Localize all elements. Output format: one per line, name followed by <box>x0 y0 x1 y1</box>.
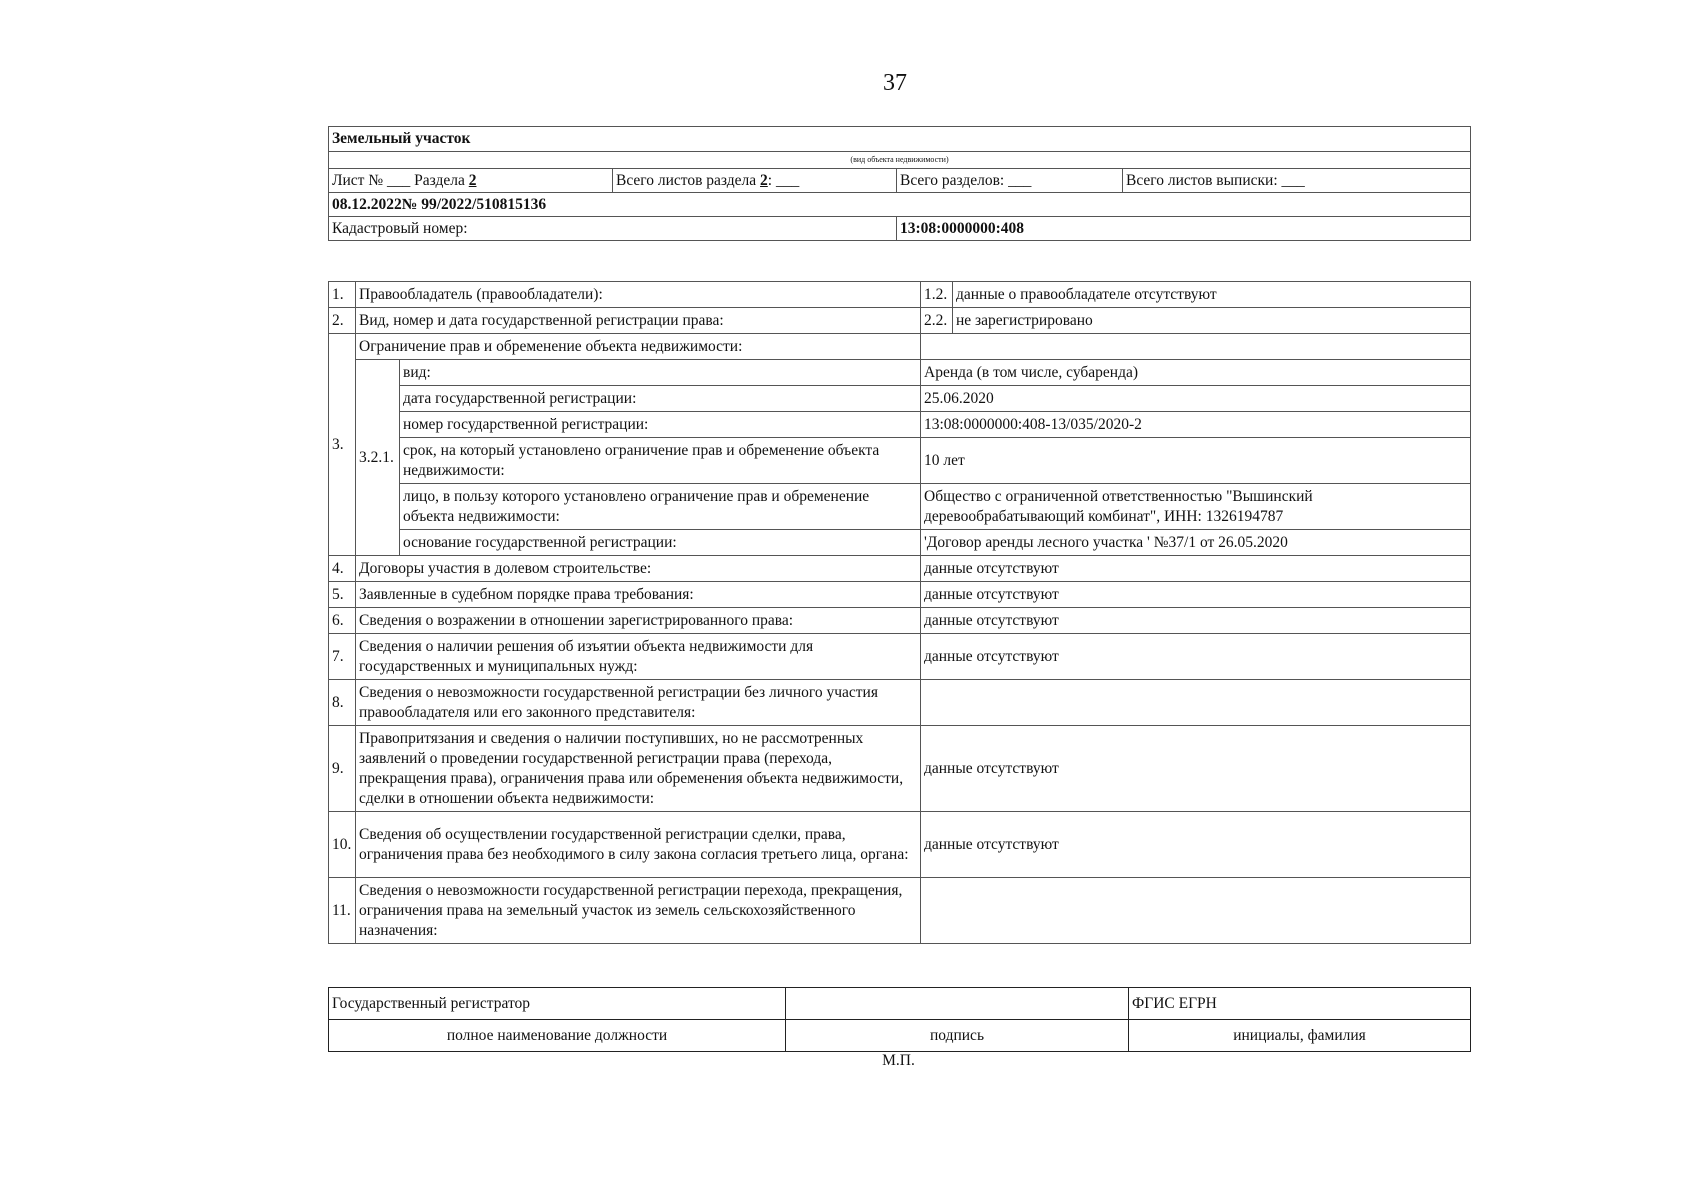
total-extract-sheets: Всего листов выписки: ___ <box>1123 169 1471 193</box>
row-subnumber: 1.2. <box>921 282 953 308</box>
signature-table <box>328 987 1471 1052</box>
restriction-label: основание государственной регистрации: <box>400 530 921 556</box>
row-number: 7. <box>329 634 356 680</box>
row-label: Сведения о возражении в отношении зарегистрированного права: <box>356 608 921 634</box>
row-number: 10. <box>329 812 356 878</box>
row-label: Правопритязания и сведения о наличии поступивших, но не рассмотренных заявлений о проведении государственной регистрации права (перехода, прекращения права), ограничения права или обременения объекта недвижимости, сделки в отношении объекта недвижимости: <box>356 726 921 812</box>
signature-caption: подпись <box>786 1020 1129 1052</box>
object-type: Земельный участок <box>329 127 1471 152</box>
restriction-value: 10 лет <box>921 438 1471 484</box>
restriction-label: дата государственной регистрации: <box>400 386 921 412</box>
name-caption: инициалы, фамилия <box>1129 1020 1471 1052</box>
row-value: данные отсутствуют <box>921 608 1471 634</box>
restriction-value: 'Договор аренды лесного участка ' №37/1 от 26.05.2020 <box>921 530 1471 556</box>
row-value: данные отсутствуют <box>921 556 1471 582</box>
row-label: Ограничение прав и обременение объекта недвижимости: <box>356 334 921 360</box>
row-label: Правообладатель (правообладатели): <box>356 282 921 308</box>
row-value: не зарегистрировано <box>953 308 1471 334</box>
restriction-label: номер государственной регистрации: <box>400 412 921 438</box>
row-value: данные о правообладателе отсутствуют <box>953 282 1471 308</box>
cadastral-number: 13:08:0000000:408 <box>897 217 1471 241</box>
total-sections: Всего разделов: ___ <box>897 169 1123 193</box>
row-value <box>921 334 1471 360</box>
row-label: Сведения о невозможности государственной регистрации без личного участия правообладателя или его законного представителя: <box>356 680 921 726</box>
row-label: Договоры участия в долевом строительстве: <box>356 556 921 582</box>
restriction-value: 13:08:0000000:408-13/035/2020-2 <box>921 412 1471 438</box>
row-label: Сведения о наличии решения об изъятии объекта недвижимости для государственных и муниципальных нужд: <box>356 634 921 680</box>
header-table <box>328 126 1471 241</box>
object-type-caption: (вид объекта недвижимости) <box>329 152 1471 169</box>
restriction-label: лицо, в пользу которого установлено ограничение прав и обременение объекта недвижимости: <box>400 484 921 530</box>
row-value: данные отсутствуют <box>921 726 1471 812</box>
registrar-signature <box>786 988 1129 1020</box>
row-number: 8. <box>329 680 356 726</box>
registrar-name: ФГИС ЕГРН <box>1129 988 1471 1020</box>
row-number: 1. <box>329 282 356 308</box>
restriction-value: 25.06.2020 <box>921 386 1471 412</box>
page-number: 37 <box>883 70 907 96</box>
rights-table <box>328 281 1471 944</box>
row-subnumber: 3.2.1. <box>356 360 400 556</box>
sheet-number: Лист № ___ Раздела 2 <box>329 169 613 193</box>
row-number: 6. <box>329 608 356 634</box>
row-number: 5. <box>329 582 356 608</box>
restriction-value: Общество с ограниченной ответственностью "Вышинский деревообрабатывающий комбинат", ИНН: 1326194787 <box>921 484 1471 530</box>
row-number: 2. <box>329 308 356 334</box>
row-number: 9. <box>329 726 356 812</box>
cadastral-label: Кадастровый номер: <box>329 217 897 241</box>
row-value: данные отсутствуют <box>921 582 1471 608</box>
restriction-label: срок, на который установлено ограничение прав и обременение объекта недвижимости: <box>400 438 921 484</box>
extract-date-number: 08.12.2022№ 99/2022/510815136 <box>329 193 1471 217</box>
row-value: данные отсутствуют <box>921 634 1471 680</box>
row-subnumber: 2.2. <box>921 308 953 334</box>
stamp-placeholder: М.П. <box>882 1052 915 1069</box>
row-label: Сведения об осуществлении государственной регистрации сделки, права, ограничения права без необходимого в силу закона согласия третьего лица, органа: <box>356 812 921 878</box>
row-value <box>921 680 1471 726</box>
row-number: 3. <box>329 334 356 556</box>
row-number: 4. <box>329 556 356 582</box>
row-label: Вид, номер и дата государственной регистрации права: <box>356 308 921 334</box>
row-label: Заявленные в судебном порядке права требования: <box>356 582 921 608</box>
restriction-label: вид: <box>400 360 921 386</box>
row-value <box>921 878 1471 944</box>
restriction-value: Аренда (в том числе, субаренда) <box>921 360 1471 386</box>
row-value: данные отсутствуют <box>921 812 1471 878</box>
registrar-position: Государственный регистратор <box>329 988 786 1020</box>
row-label: Сведения о невозможности государственной регистрации перехода, прекращения, ограничения права на земельный участок из земель сельскохозяйственного назначения: <box>356 878 921 944</box>
total-section-sheets: Всего листов раздела 2: ___ <box>613 169 897 193</box>
row-number: 11. <box>329 878 356 944</box>
position-caption: полное наименование должности <box>329 1020 786 1052</box>
